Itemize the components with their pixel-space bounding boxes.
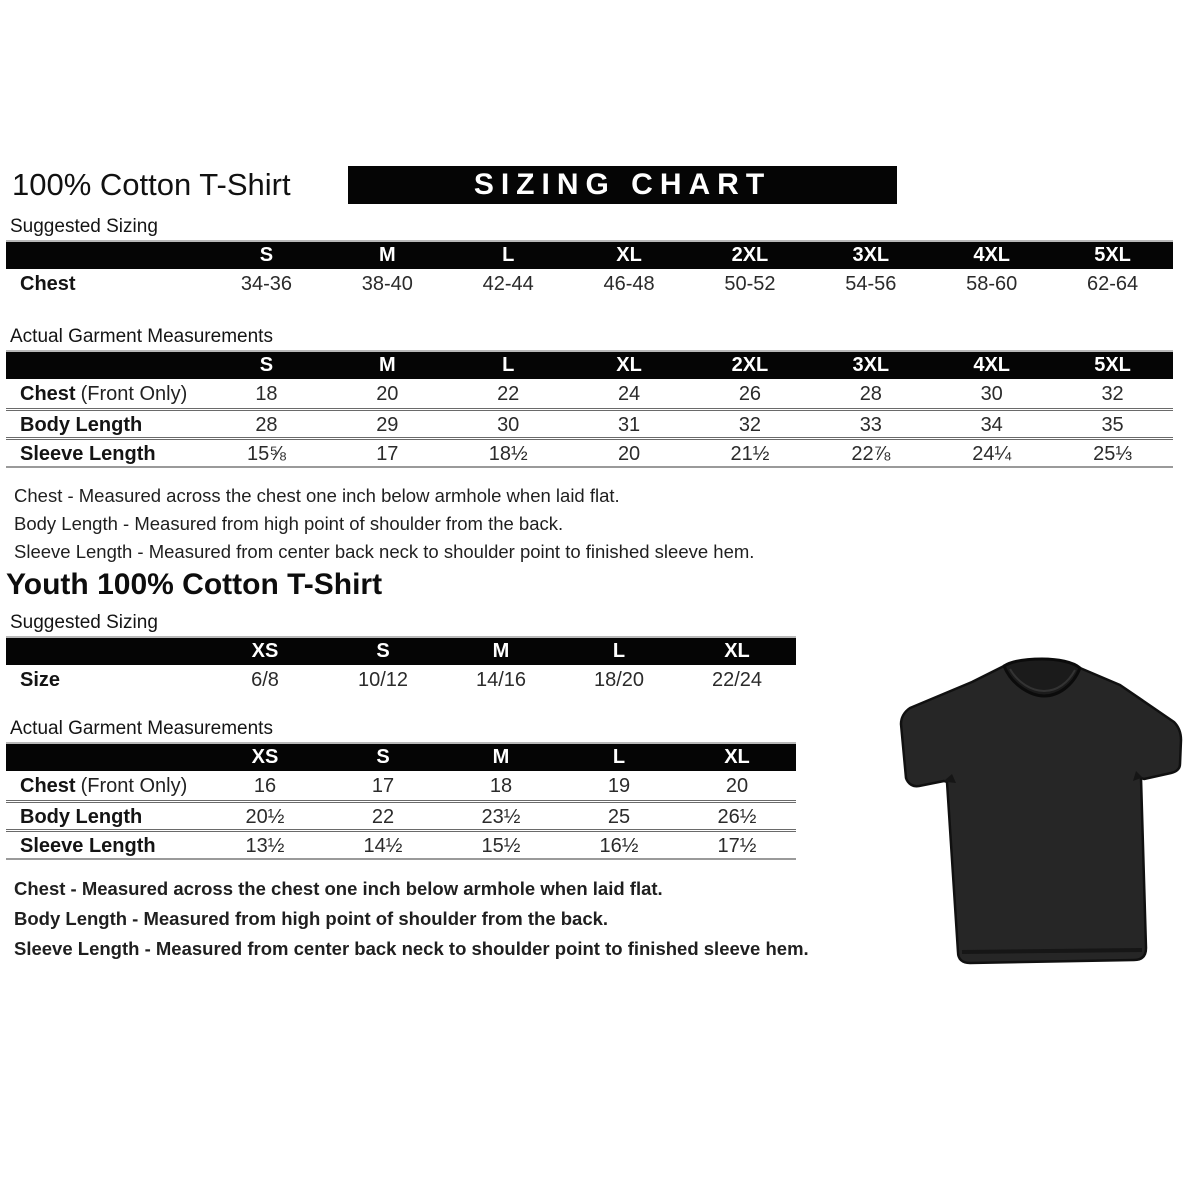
tshirt-body	[901, 659, 1181, 963]
note-line: Body Length - Measured from high point of shoulder from the back.	[14, 513, 564, 534]
table-row	[6, 829, 796, 858]
column-header: 2XL	[731, 354, 769, 376]
row-label-cell	[6, 666, 206, 694]
black-tshirt-graphic	[892, 652, 1192, 982]
adult-measurement-notes	[14, 482, 1200, 566]
column-header: XL	[616, 244, 642, 266]
row-label-cell	[6, 772, 206, 800]
cell: 20	[617, 443, 641, 465]
cell: 14/16	[475, 668, 527, 691]
youth-actual-measurements-table	[6, 744, 796, 860]
table-row	[6, 800, 796, 829]
cell: 32	[738, 414, 762, 436]
table-header-row	[6, 352, 1173, 379]
cell: 19	[607, 774, 631, 797]
cell: 18½	[488, 443, 528, 465]
column-header: M	[378, 354, 396, 376]
column-header: L	[612, 640, 626, 662]
cell: 17	[371, 774, 395, 797]
cell: 22⅞	[851, 443, 891, 465]
column-header: S	[376, 640, 390, 662]
youth-suggested-sizing-table	[6, 638, 796, 694]
youth-suggested-sizing-label: Suggested Sizing	[6, 612, 796, 638]
cell: 50-52	[724, 272, 776, 295]
cell: 30	[497, 414, 520, 436]
tshirt-hem	[962, 950, 1142, 952]
cell: 58-60	[966, 272, 1018, 295]
header-row	[0, 166, 1200, 204]
table-row	[6, 437, 1173, 466]
row-label-cell	[6, 440, 206, 468]
cell: 15½	[481, 835, 521, 857]
cell: 23½	[481, 806, 521, 828]
cell: 22	[497, 382, 520, 405]
cell: 38-40	[361, 272, 413, 295]
sizing-chart-page	[0, 166, 1200, 1200]
table-row	[6, 379, 1173, 408]
note-line: Chest - Measured across the chest one inch below armhole when laid flat.	[14, 878, 663, 899]
cell: 25	[607, 806, 631, 828]
note-line: Body Length - Measured from high point of shoulder from the back.	[14, 908, 609, 929]
page-title: 100% Cotton T-Shirt	[12, 167, 291, 202]
table-row	[6, 269, 1173, 298]
cell: 34	[980, 414, 1003, 436]
table-header-row	[6, 242, 1173, 269]
cell: 10/12	[357, 668, 409, 691]
column-header: S	[376, 746, 390, 768]
cell: 22/24	[711, 668, 763, 691]
cell: 24	[617, 382, 641, 405]
adult-suggested-sizing-label: Suggested Sizing	[6, 216, 1173, 242]
column-header: XL	[616, 354, 642, 376]
row-label: Sleeve Length	[20, 835, 156, 857]
column-header: XS	[251, 640, 279, 662]
row-label-cell	[6, 380, 206, 408]
row-label-suffix: (Front Only)	[80, 774, 188, 797]
youth-actual-measurements-label: Actual Garment Measurements	[6, 718, 796, 744]
cell: 28	[255, 414, 278, 436]
column-header: 5XL	[1094, 354, 1131, 376]
column-header: XS	[251, 746, 279, 768]
cell: 14½	[363, 835, 403, 857]
row-label-suffix: (Front Only)	[80, 382, 188, 405]
row-label: Chest	[20, 774, 76, 797]
cell: 62-64	[1086, 272, 1139, 295]
cell: 28	[859, 382, 882, 405]
row-label: Size	[20, 668, 61, 691]
cell: 21½	[730, 443, 770, 465]
cell: 30	[980, 382, 1003, 405]
note-line: Chest - Measured across the chest one inch below armhole when laid flat.	[14, 485, 620, 506]
cell: 6/8	[251, 668, 279, 691]
cell: 20½	[245, 806, 285, 828]
column-header: L	[612, 746, 626, 768]
column-header: 3XL	[852, 244, 890, 266]
cell: 20	[376, 382, 399, 405]
cell: 33	[859, 414, 882, 436]
note-line: Sleeve Length - Measured from center back neck to shoulder point to finished sleeve hem.	[14, 938, 809, 959]
row-label: Chest	[20, 272, 76, 295]
cell: 16½	[599, 835, 639, 857]
cell: 42-44	[482, 272, 534, 295]
column-header: 5XL	[1094, 244, 1131, 266]
column-header: XL	[724, 746, 750, 768]
row-label-cell	[6, 270, 206, 298]
column-header: 4XL	[973, 354, 1011, 376]
row-label: Chest	[20, 382, 76, 405]
cell: 26	[738, 382, 762, 405]
column-header: 4XL	[973, 244, 1011, 266]
cell: 18/20	[593, 668, 645, 691]
column-header: M	[378, 244, 396, 266]
cell: 18	[255, 382, 278, 405]
cell: 17	[376, 443, 399, 465]
column-header: M	[492, 746, 510, 768]
row-label: Sleeve Length	[20, 443, 156, 465]
sizing-chart-banner: SIZING CHART	[348, 166, 897, 204]
cell: 32	[1101, 382, 1124, 405]
cell: 17½	[717, 835, 757, 857]
adult-suggested-sizing-table	[6, 242, 1173, 298]
cell: 25⅓	[1093, 443, 1133, 465]
cell: 15⅝	[246, 443, 286, 465]
column-header: S	[259, 244, 274, 266]
cell: 35	[1101, 414, 1124, 436]
column-header: L	[502, 244, 515, 266]
cell: 24¼	[972, 443, 1012, 465]
table-row	[6, 665, 796, 694]
cell: 22	[371, 806, 395, 828]
row-label: Body Length	[20, 414, 143, 436]
adult-actual-measurements-label: Actual Garment Measurements	[6, 326, 1173, 352]
cell: 26½	[717, 806, 757, 828]
cell: 16	[253, 774, 277, 797]
cell: 18	[489, 774, 513, 797]
cell: 31	[617, 414, 641, 436]
youth-section-title: Youth 100% Cotton T-Shirt	[6, 568, 383, 601]
column-header: L	[502, 354, 515, 376]
column-header: M	[492, 640, 510, 662]
note-line: Sleeve Length - Measured from center back neck to shoulder point to finished sleeve hem.	[14, 541, 755, 562]
cell: 29	[376, 414, 399, 436]
table-header-row	[6, 744, 796, 771]
column-header: 2XL	[731, 244, 769, 266]
column-header: S	[259, 354, 274, 376]
cell: 13½	[245, 835, 285, 857]
row-label-cell	[6, 832, 206, 860]
column-header: XL	[724, 640, 750, 662]
row-label: Body Length	[20, 806, 143, 828]
table-header-row	[6, 638, 796, 665]
cell: 46-48	[603, 272, 655, 295]
tshirt-image	[892, 652, 1192, 982]
cell: 20	[725, 774, 749, 797]
row-label-cell	[6, 803, 206, 831]
adult-actual-measurements-table	[6, 352, 1173, 468]
cell: 54-56	[845, 272, 897, 295]
row-label-cell	[6, 411, 206, 439]
table-row	[6, 408, 1173, 437]
table-row	[6, 771, 796, 800]
column-header: 3XL	[852, 354, 890, 376]
cell: 34-36	[240, 272, 293, 295]
